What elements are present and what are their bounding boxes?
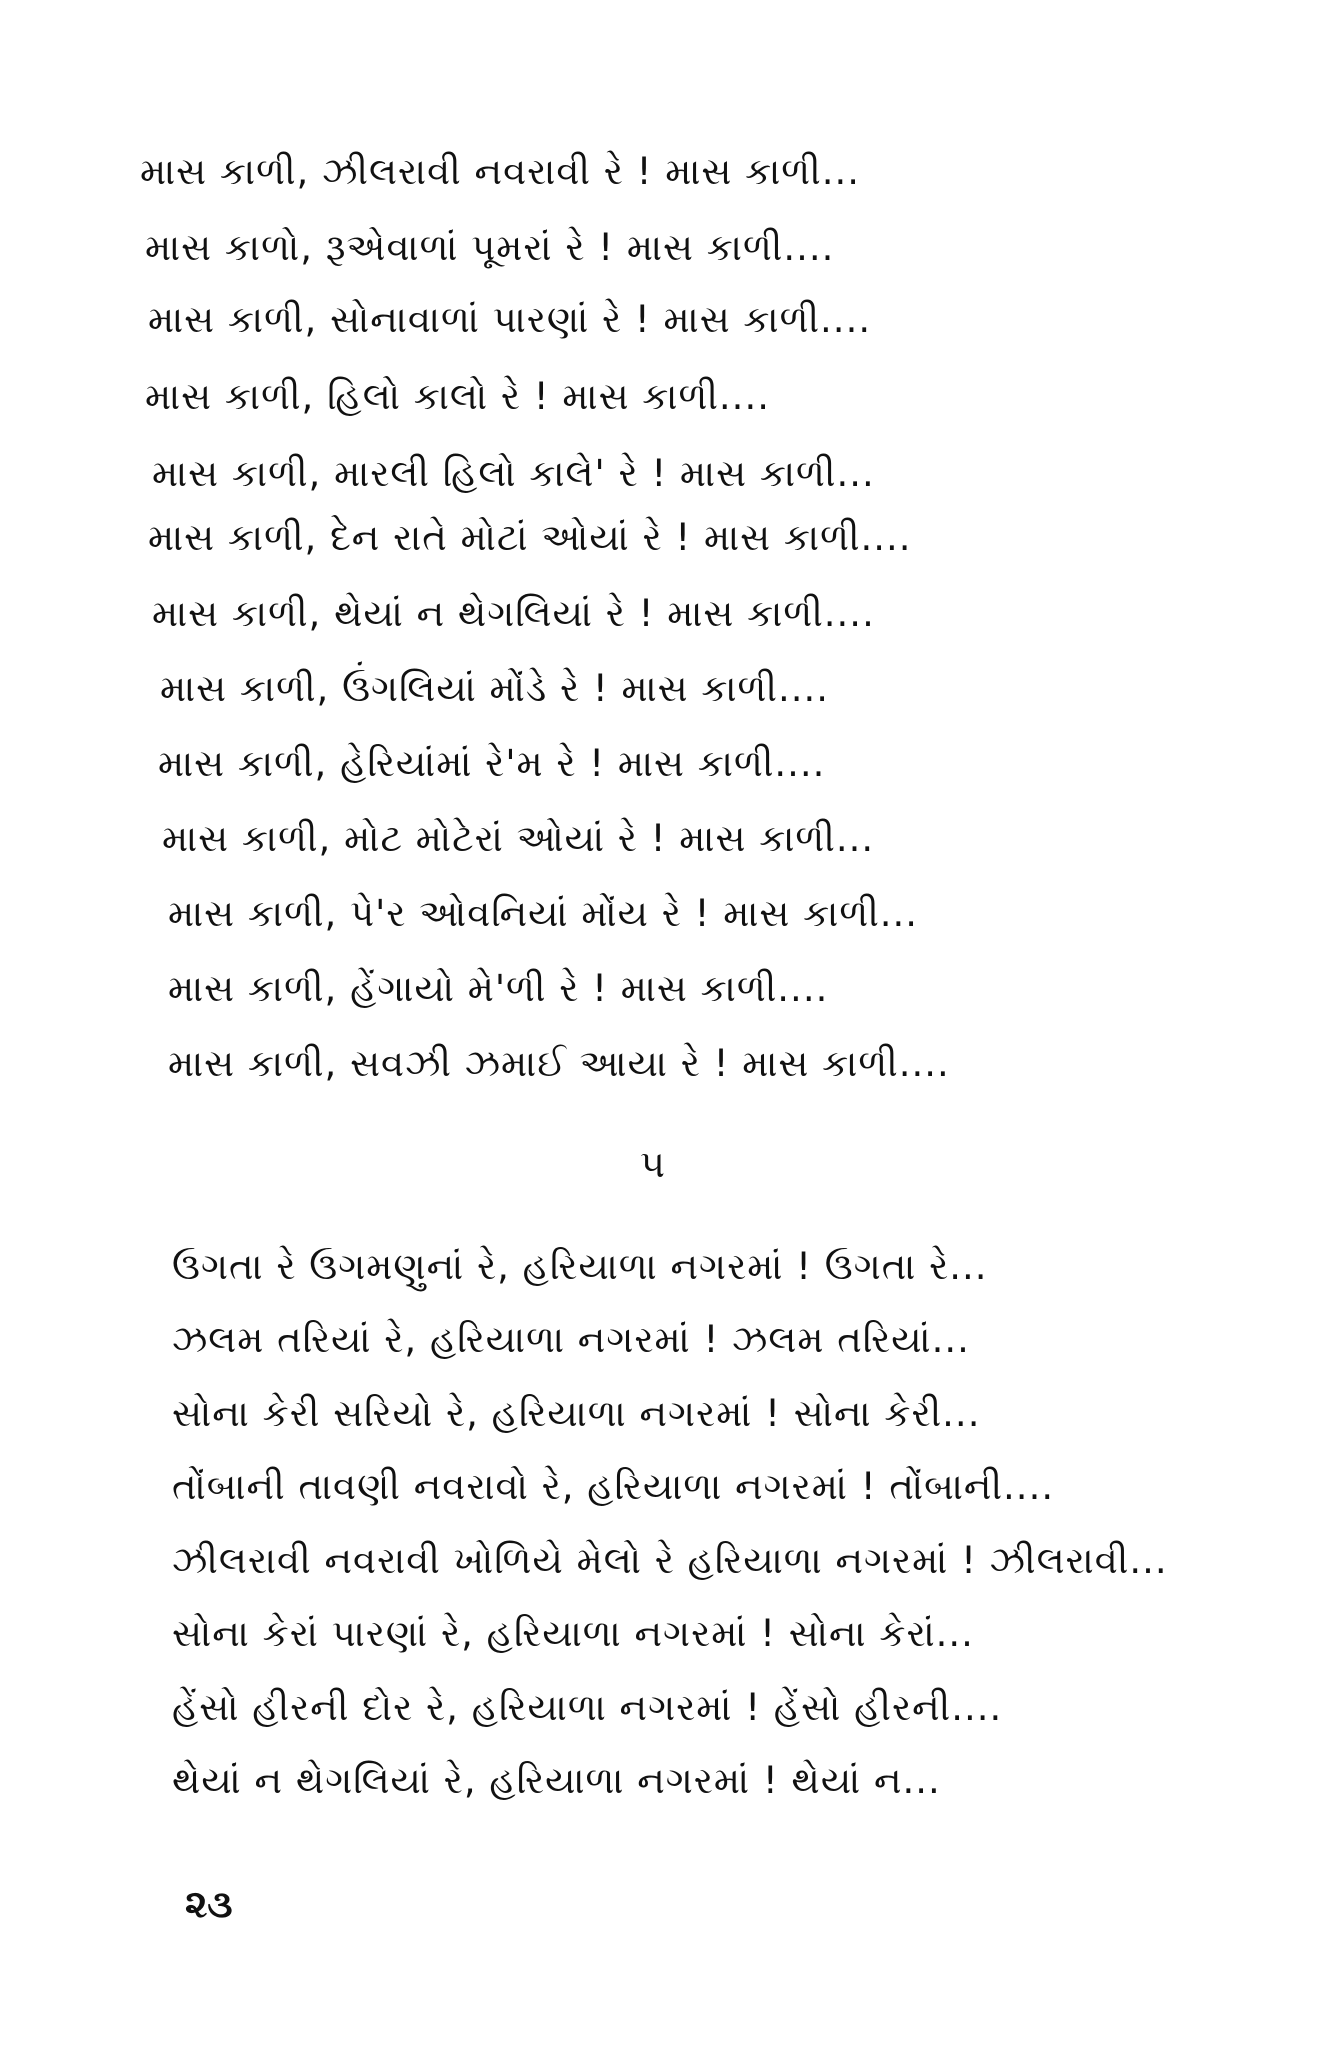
section-number: ૫ xyxy=(640,1142,665,1186)
verse-line: માસ કાળો, રૂએવાળાં પૂમરાં રે ! માસ કાળી.... xyxy=(145,226,835,269)
verse-line: ઝલમ તરિયાં રે, હરિયાળા નગરમાં ! ઝલમ તરિયાં... xyxy=(172,1318,970,1361)
verse-line: તોંબાની તાવણી નવરાવો રે, હરિયાળા નગરમાં ! તોંબાની.... xyxy=(172,1465,1055,1508)
verse-line: માસ કાળી, મારલી હિલો કાલે' રે ! માસ કાળી... xyxy=(152,452,875,495)
verse-line: સોના કેરી સરિયો રે, હરિયાળા નગરમાં ! સોના કેરી... xyxy=(172,1392,981,1435)
verse-line: હેંસો હીરની દોર રે, હરિયાળા નગરમાં ! હેંસો હીરની.... xyxy=(172,1686,1003,1729)
verse-line: થેયાં ન થેગલિયાં રે, હરિયાળા નગરમાં ! થેયાં ન... xyxy=(172,1759,941,1802)
verse-line: માસ કાળી, થેયાં ન થેગલિયાં રે ! માસ કાળી.... xyxy=(152,592,875,635)
verse-line: માસ કાળી, ઝીલરાવી નવરાવી રે ! માસ કાળી... xyxy=(140,150,861,193)
verse-line: ઉગતા રે ઉગમણુનાં રે, હરિયાળા નગરમાં ! ઉગતા રે... xyxy=(172,1245,988,1288)
verse-line: સોના કેરાં પારણાં રે, હરિયાળા નગરમાં ! સોના કેરાં... xyxy=(172,1612,974,1655)
verse-line: માસ કાળી, હેરિયાંમાં રે'મ રે ! માસ કાળી.... xyxy=(158,742,826,785)
verse-line: માસ કાળી, પે'ર ઓવનિયાં મોંય રે ! માસ કાળી... xyxy=(168,892,919,935)
verse-line: માસ કાળી, સોનાવાળાં પારણાં રે ! માસ કાળી.... xyxy=(148,298,872,341)
verse-line: માસ કાળી, હિલો કાલો રે ! માસ કાળી.... xyxy=(145,375,770,418)
verse-line: માસ કાળી, સવઝી ઝમાઈ આયા રે ! માસ કાળી.... xyxy=(168,1042,950,1085)
verse-line: માસ કાળી, ઉંગલિયાં મોંડે રે ! માસ કાળી.... xyxy=(160,667,830,710)
verse-line: માસ કાળી, દેન રાતે મોટાં ઓયાં રે ! માસ કાળી.... xyxy=(148,516,912,559)
verse-line: ઝીલરાવી નવરાવી ખોળિયે મેલો રે હરિયાળા નગરમાં ! ઝીલરાવી... xyxy=(172,1539,1168,1582)
verse-line: માસ કાળી, મોટ મોટેરાં ઓયાં રે ! માસ કાળી... xyxy=(162,817,875,860)
verse-line: માસ કાળી, હેંગાયો મે'ળી રે ! માસ કાળી.... xyxy=(168,967,829,1010)
page-number: ૨૩ xyxy=(185,1882,233,1926)
